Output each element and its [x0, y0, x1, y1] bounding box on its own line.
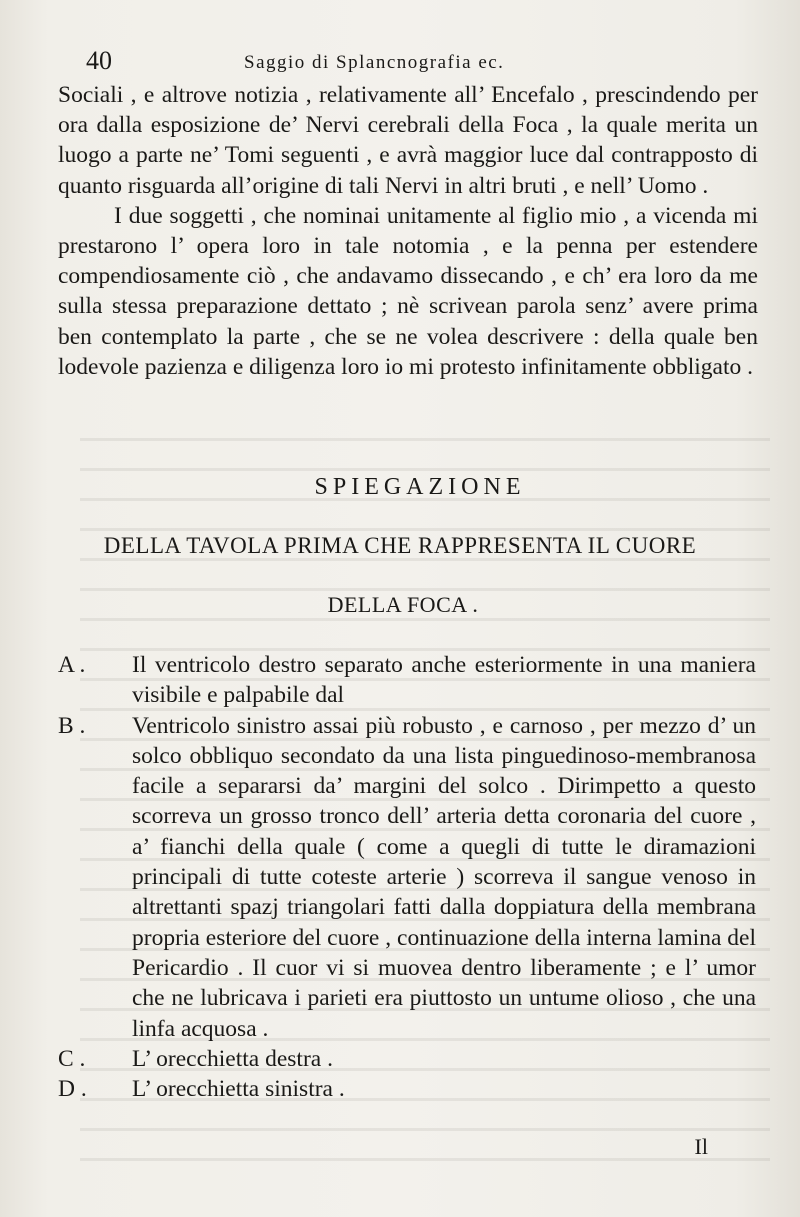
page-number: 40: [86, 46, 112, 75]
legend-text: Il ventricolo destro separato anche esteriormente in una maniera visibile e palpabile dal: [132, 652, 756, 709]
legend-marker: C .: [58, 1045, 86, 1072]
paragraph: Sociali , e altrove notizia , relativamente all’ Encefalo , prescindendo per ora dalla esposizione de’ Nervi cerebrali della Foca , la quale merita un luogo a parte ne’ Tomi seguenti , e avrà maggior luce dal contrapposto di quanto risguarda all’origine di tali Nervi in altri bruti , e nell’ Uomo .: [58, 82, 758, 199]
legend-item-c: [58, 1044, 756, 1074]
legend-marker: A .: [58, 652, 86, 678]
legend-marker: D .: [58, 1076, 87, 1103]
page-header: [86, 46, 686, 80]
legend-text: L’ orecchietta destra .: [132, 1045, 333, 1072]
legend-item-d: [58, 1074, 756, 1104]
legend-item-b: [58, 711, 756, 1044]
legend-marker: B .: [58, 712, 86, 739]
catchword: Il: [694, 1134, 708, 1159]
legend-text: L’ orecchietta sinistra .: [132, 1076, 345, 1103]
paragraph: I due soggetti , che nominai unitamente al figlio mio , a vicenda mi prestarono l’ opera loro in tale notomia , e la penna per estendere compendiosamente ciò , che andavamo dissecando , e ch’ era loro da me sulla stessa preparazione dettato ; nè scrivean parola senz’ avere prima ben contemplato la parte , che se ne volea descrivere : della quale ben lodevole pazienza e diligenza loro io mi protesto infinitamente obbligato .: [58, 202, 758, 380]
section-subheading: DELLA TAVOLA PRIMA CHE RAPPRESENTA IL CUORE: [103, 533, 697, 558]
section-subheading-line-2: DELLA FOCA .: [327, 592, 479, 617]
body-text: [58, 80, 758, 382]
plate-legend: [58, 650, 756, 1104]
section-heading: SPIEGAZIONE: [314, 474, 526, 500]
legend-item-a: [58, 650, 756, 711]
legend-text: Ventricolo sinistro assai più robusto , e carnoso , per mezzo d’ un solco obbliquo secondato da una lista pinguedinoso-membranosa facile a separarsi da’ margini del solco . Dirimpetto a questo scorreva un grosso tronco dell’ arteria detta coronaria del cuore , a’ fianchi della quale ( come a quegli di tutte le diramazioni principali di tutte coteste arterie ) scorreva il sangue venoso in altrettanti spazj triangolari fatti dalla doppiatura della membrana propria esteriore del cuore , continuazione della interna lamina del Pericardio . Il cuor vi si muovea dentro liberamente ; e l’ umor che ne lubricava i parieti era piuttosto un untume olioso , che una linfa acquosa .: [132, 712, 756, 1042]
running-head: Saggio di Splancnografia ec.: [244, 52, 505, 73]
